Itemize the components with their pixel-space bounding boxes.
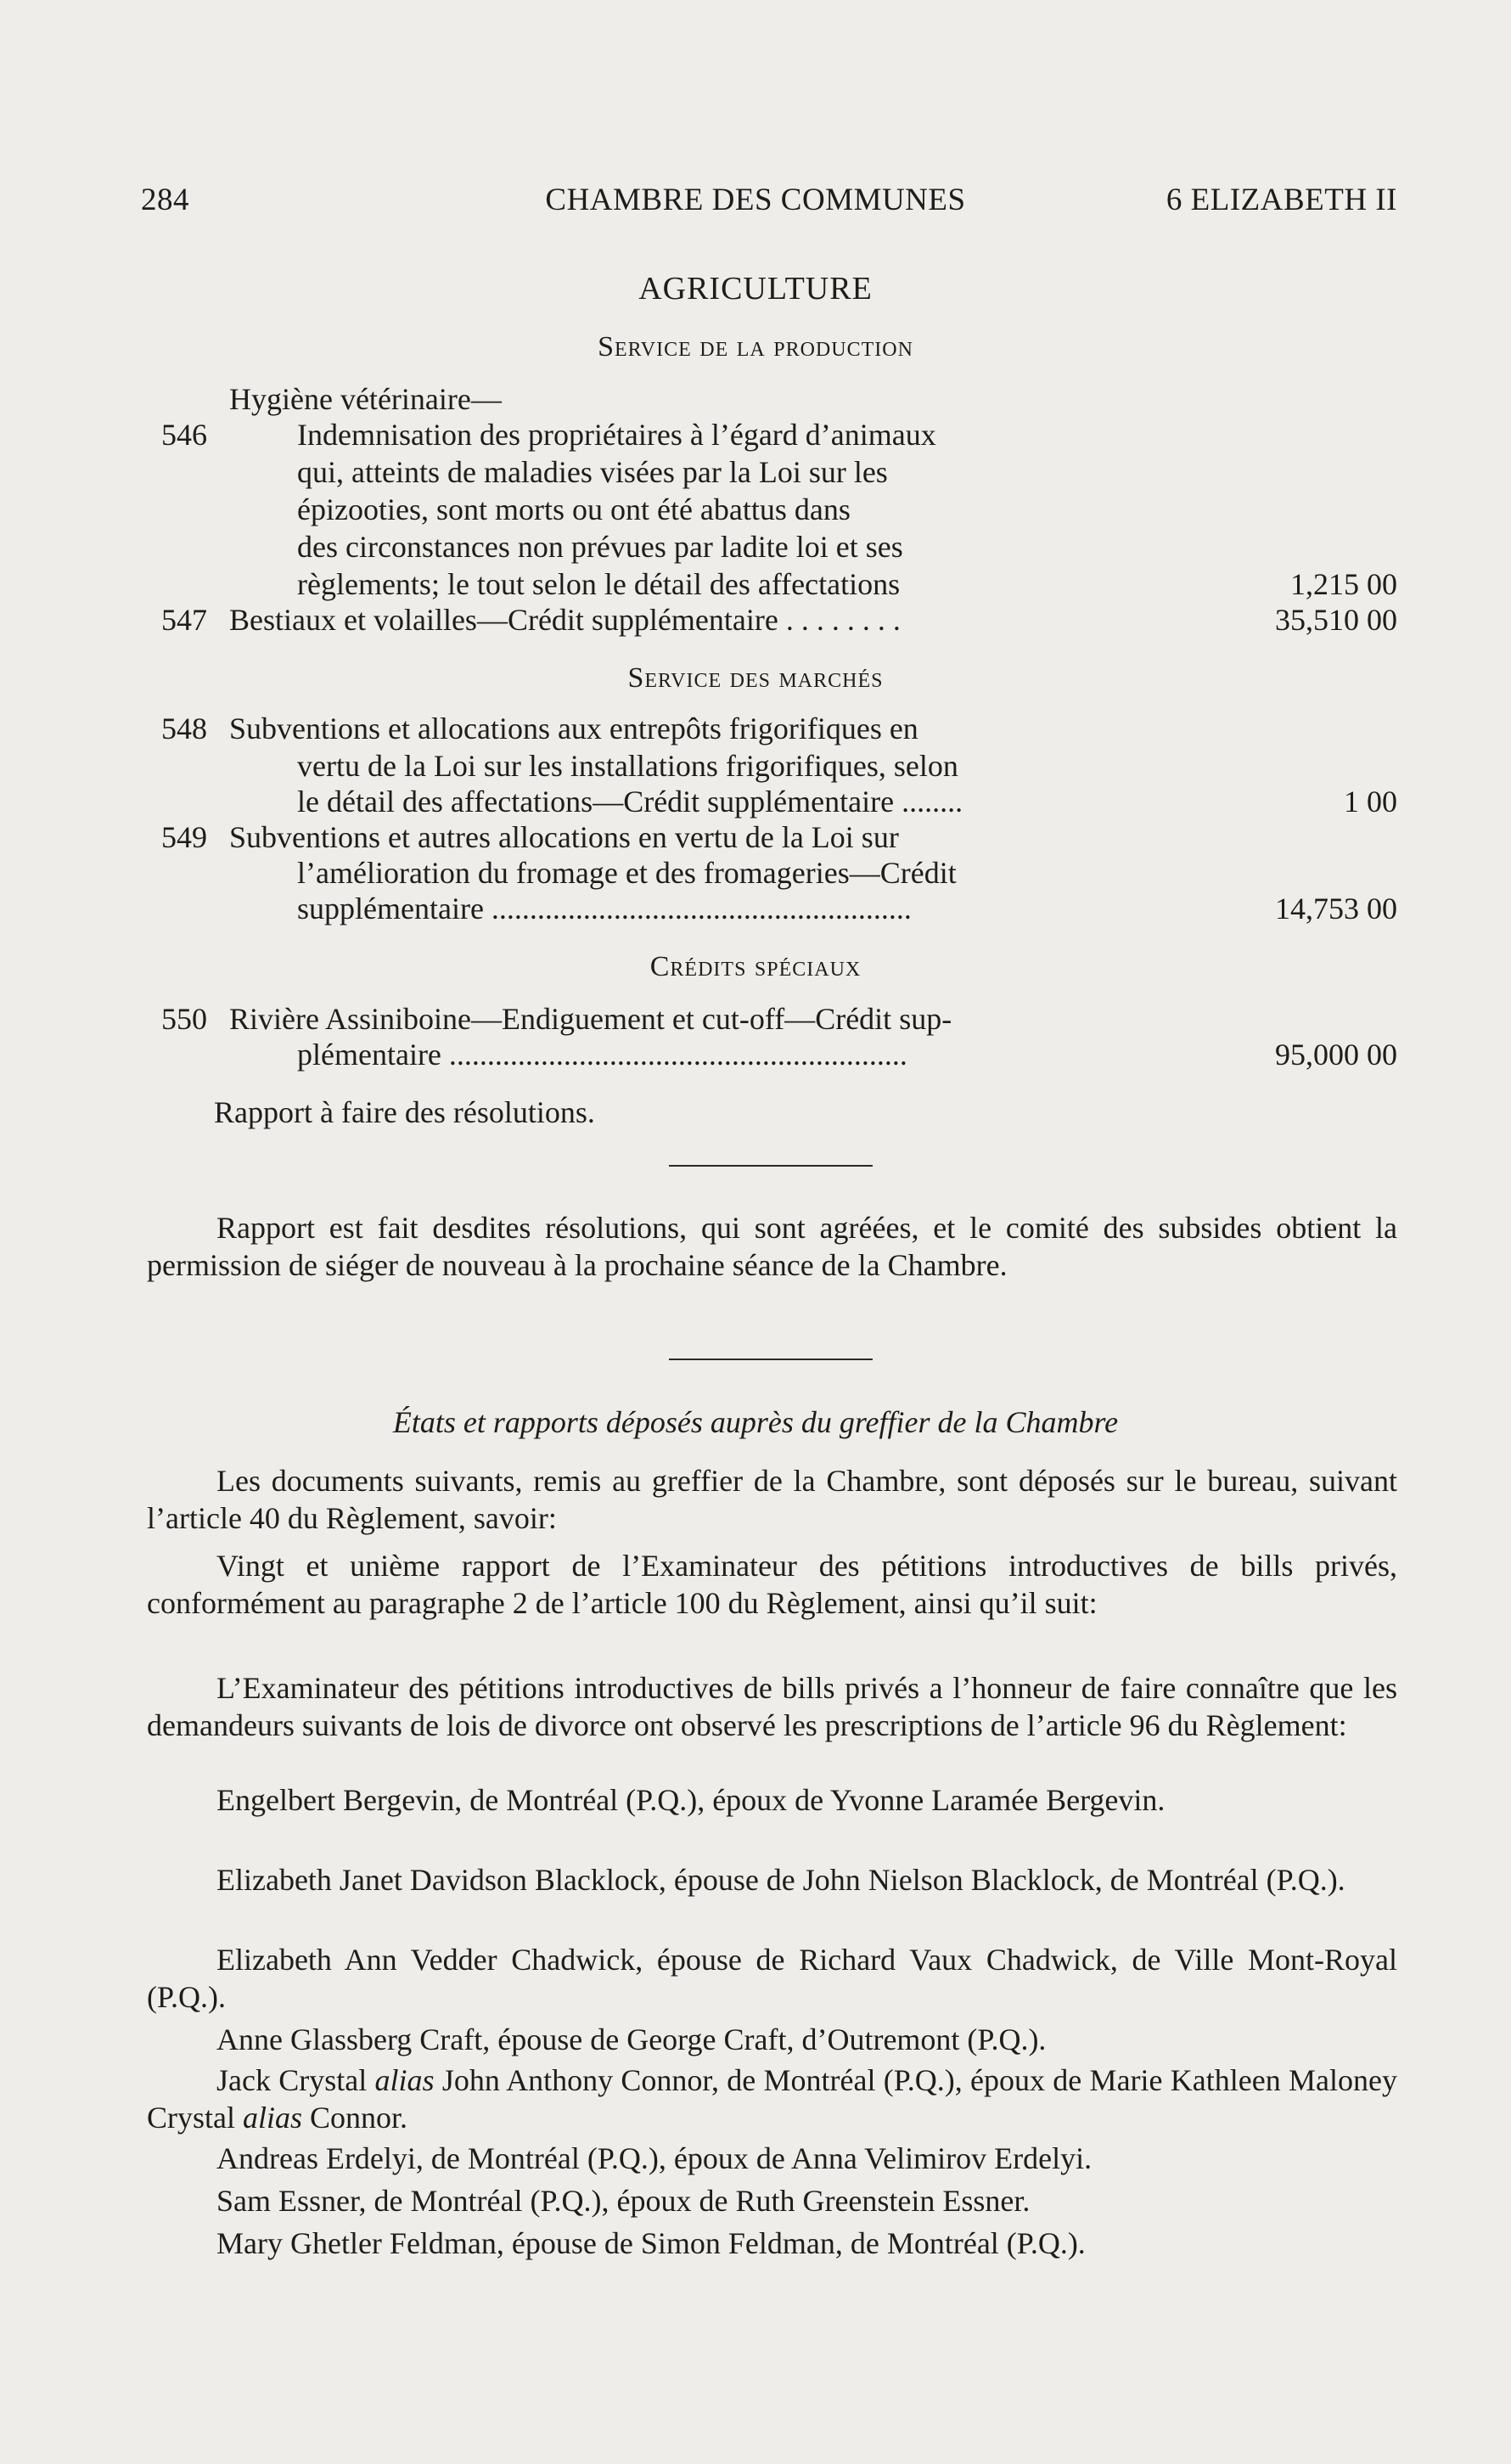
etats-heading: États et rapports déposés auprès du greffier de la Chambre <box>392 1405 1119 1439</box>
page-number: 284 <box>141 183 189 217</box>
item-546-line: des circonstances non prévues par ladite loi et ses <box>297 530 903 564</box>
item-548-line: vertu de la Loi sur les installations frigorifiques, selon <box>297 749 958 783</box>
divider <box>669 1359 873 1360</box>
paragraph-vingt: Vingt et unième rapport de l’Examinateur des pétitions introductives de bills privés, conformément au paragraphe 2 de l’article 100 du Règlement, ainsi qu’il suit: <box>147 1549 1397 1620</box>
item-546-line: épizooties, sont morts ou ont été abattus dans <box>297 492 851 526</box>
divorce-petitioner: Engelbert Bergevin, de Montréal (P.Q.), époux de Yvonne Laramée Bergevin. <box>216 1783 1166 1817</box>
item-number-546: 546 <box>161 418 207 452</box>
item-number-547: 547 <box>161 603 207 637</box>
item-546-line: qui, atteints de maladies visées par la Loi sur les <box>297 455 888 489</box>
paragraph-rapport-fait: Rapport est fait desdites résolutions, qui sont agréées, et le comité des subsides obtient la permission de siéger de nouveau à la prochaine séance de la Chambre. <box>147 1211 1397 1282</box>
subsection-production: Service de la production <box>598 331 913 363</box>
item-548-line: Subventions et allocations aux entrepôts frigorifiques en <box>229 712 918 745</box>
item-550-line: Rivière Assiniboine—Endiguement et cut-off—Crédit sup- <box>229 1002 952 1036</box>
divorce-petitioner: Sam Essner, de Montréal (P.Q.), époux de Ruth Greenstein Essner. <box>216 2184 1031 2218</box>
divorce-petitioner-crystal: Jack Crystal alias John Anthony Connor, de Montréal (P.Q.), époux de Marie Kathleen Maloney Crystal alias Connor. <box>147 2063 1397 2135</box>
session-label: 6 ELIZABETH II <box>1166 183 1397 217</box>
item-548-amount: 1 00 <box>1344 785 1397 819</box>
item-546-line: Indemnisation des propriétaires à l’égard d’animaux <box>297 418 936 452</box>
paragraph-documents: Les documents suivants, remis au greffier de la Chambre, sont déposés sur le bureau, suivant l’article 40 du Règlement, savoir: <box>147 1464 1397 1535</box>
divorce-petitioner: Elizabeth Ann Vedder Chadwick, épouse de Richard Vaux Chadwick, de Ville Mont-Royal (P.Q.). <box>147 1943 1397 2014</box>
item-number-549: 549 <box>161 820 207 854</box>
item-546-line: règlements; le tout selon le détail des affectations <box>297 567 901 601</box>
item-550-line: plémentaire ............................................................ <box>297 1038 907 1072</box>
item-548-line: le détail des affectations—Crédit supplémentaire ........ <box>297 785 963 819</box>
item-number-550: 550 <box>161 1002 207 1036</box>
item-547-amount: 35,510 00 <box>1275 603 1397 637</box>
item-number-548: 548 <box>161 712 207 745</box>
divorce-petitioner: Anne Glassberg Craft, épouse de George Craft, d’Outremont (P.Q.). <box>216 2022 1047 2056</box>
rapport-resolutions: Rapport à faire des résolutions. <box>214 1095 595 1129</box>
section-title: AGRICULTURE <box>638 271 873 307</box>
subsection-marches: Service des marchés <box>627 662 884 694</box>
item-550-amount: 95,000 00 <box>1275 1038 1397 1072</box>
item-549-line: l’amélioration du fromage et des fromageries—Crédit <box>297 856 957 890</box>
item-549-line: supplémentaire ....................................................... <box>297 892 912 925</box>
subsection-speciaux: Crédits spéciaux <box>649 951 862 982</box>
heading-hygiene: Hygiène vétérinaire— <box>229 382 502 416</box>
divorce-petitioner: Andreas Erdelyi, de Montréal (P.Q.), époux de Anna Velimirov Erdelyi. <box>216 2141 1093 2175</box>
item-549-amount: 14,753 00 <box>1275 892 1397 925</box>
item-546-amount: 1,215 00 <box>1290 567 1397 601</box>
divorce-petitioner: Mary Ghetler Feldman, épouse de Simon Feldman, de Montréal (P.Q.). <box>216 2226 1086 2260</box>
item-547-text: Bestiaux et volailles—Crédit supplémentaire . . . . . . . . <box>229 603 901 637</box>
paragraph-examinateur: L’Examinateur des pétitions introductives de bills privés a l’honneur de faire connaître que les demandeurs suivants de lois de divorce ont observé les prescriptions de l’article 96 du Règlement: <box>147 1671 1397 1742</box>
running-title: CHAMBRE DES COMMUNES <box>545 183 966 217</box>
divorce-petitioner: Elizabeth Janet Davidson Blacklock, épouse de John Nielson Blacklock, de Montréal (P.Q.). <box>216 1863 1345 1897</box>
divider <box>669 1165 873 1167</box>
item-549-line: Subventions et autres allocations en vertu de la Loi sur <box>229 820 899 854</box>
